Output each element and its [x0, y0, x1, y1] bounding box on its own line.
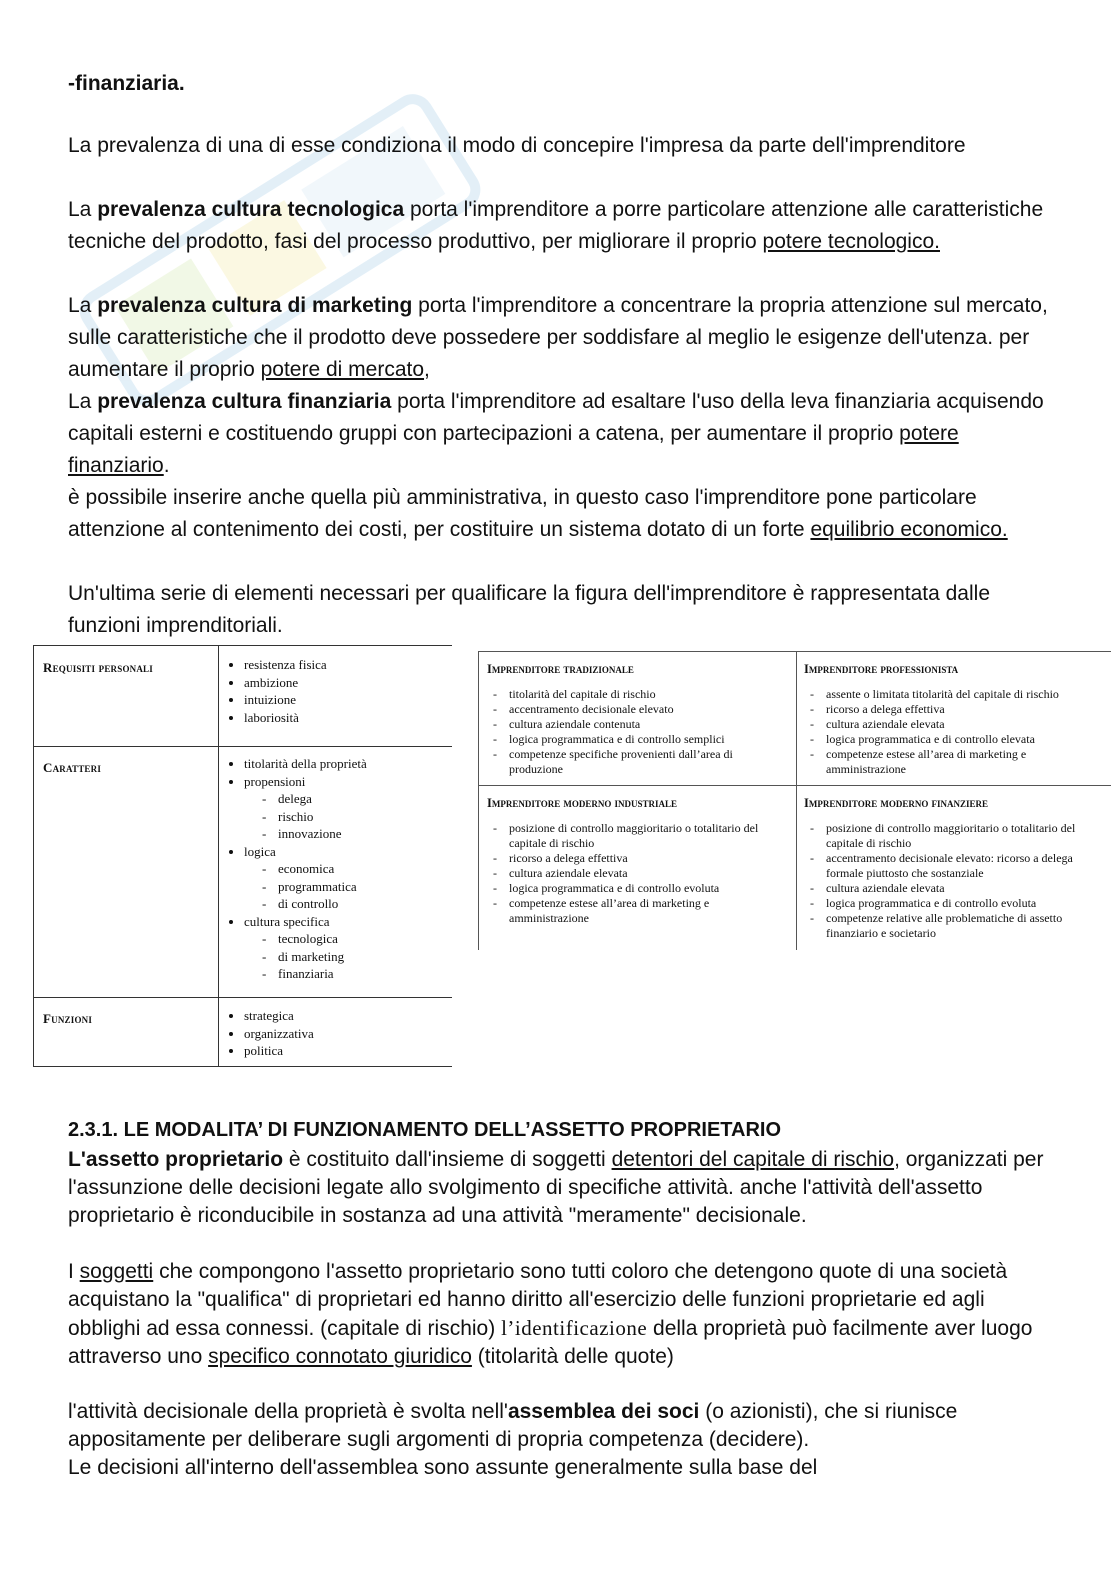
list-item: - programmatica: [278, 878, 367, 896]
list-item: - competenze relative alle problematiche di assetto finanziario e societario: [826, 911, 1104, 941]
requisiti-table: [33, 645, 452, 1067]
list-item: - innovazione: [278, 825, 367, 843]
list-item: - titolarità del capitale di rischio: [509, 687, 787, 702]
list-item: - ricorso a delega effettiva: [826, 702, 1104, 717]
list-item: - finanziaria: [278, 965, 367, 983]
list-item: - accentramento decisionale elevato: [509, 702, 787, 717]
list-item: - cultura aziendale elevata: [509, 866, 787, 881]
cell-moderno-finanziere: [804, 796, 1104, 941]
list-item: • resistenza fisica: [244, 656, 327, 674]
list-item: - rischio: [278, 808, 367, 826]
label-funzioni: Funzioni: [43, 1011, 93, 1026]
list-item: • ambizione: [244, 674, 327, 692]
cell-title: Imprenditore tradizionale: [487, 662, 634, 676]
list-item: - di marketing: [278, 948, 367, 966]
list-item: • strategica: [244, 1007, 314, 1025]
list-item: - di controllo: [278, 895, 367, 913]
list-item: - logica programmatica e di controllo elevata: [826, 732, 1104, 747]
cell-title: Imprenditore moderno industriale: [487, 796, 677, 810]
list-item: • logica - economica - programmatica - di controllo: [244, 843, 367, 913]
paragraph-cultura-tecnologica: La prevalenza cultura tecnologica porta l'imprenditore a porre particolare attenzione alle caratteristiche tecniche del prodotto, fasi del processo produttivo, per migliorare il proprio potere tecnologico.: [68, 198, 1044, 253]
paragraph-decisioni: Le decisioni all'interno dell'assemblea sono assunte generalmente sulla base del: [68, 1456, 818, 1479]
cell-moderno-industriale: [487, 796, 787, 926]
list-item: - posizione di controllo maggioritario o totalitario del capitale di rischio: [826, 821, 1104, 851]
list-professionista: [804, 687, 1104, 777]
section-heading: 2.3.1. LE MODALITA’ DI FUNZIONAMENTO DELL’ASSETTO PROPRIETARIO: [68, 1119, 782, 1141]
list-item: - logica programmatica e di controllo semplici: [509, 732, 787, 747]
list-tradizionale: [487, 687, 787, 777]
list-item: - competenze specifiche provenienti dall’area di produzione: [509, 747, 787, 777]
list-item: • propensioni - delega - rischio - innovazione: [244, 773, 367, 843]
paragraph-cultura-marketing: La prevalenza cultura di marketing porta l'imprenditore a concentrare la propria attenzione sul mercato, sulle caratteristiche che il prodotto deve possedere per soddisfare al meglio le esigenze dell'utenza. per aumentare il proprio potere di mercato,: [68, 294, 1048, 381]
list-item: - cultura aziendale contenuta: [509, 717, 787, 732]
list-item: - logica programmatica e di controllo evoluta: [826, 896, 1104, 911]
paragraph-amministrativa: è possibile inserire anche quella più amministrativa, in questo caso l'imprenditore pone particolare attenzione al contenimento dei costi, per costituire un sistema dotato di un forte equilibrio economico.: [68, 486, 1008, 541]
list-item: - competenze estese all’area di marketing e amministrazione: [509, 896, 787, 926]
list-item: - delega: [278, 790, 367, 808]
paragraph-prevalenza: La prevalenza di una di esse condiziona il modo di concepire l'impresa da parte dell'imprenditore: [68, 134, 966, 157]
paragraph-cultura-finanziaria: La prevalenza cultura finanziaria porta l'imprenditore ad esaltare l'uso della leva finanziaria acquisendo capitali esterni e costituendo gruppi con partecipazioni a catena, per aumentare il proprio potere finanziario.: [68, 390, 1044, 477]
list-item: • intuizione: [244, 691, 327, 709]
paragraph-assetto: L'assetto proprietario è costituito dall'insieme di soggetti detentori del capitale di rischio, organizzati per l'assunzione delle decisioni legate allo svolgimento di specifiche attività. anche l'attività dell'assetto proprietario è riconducibile in sostanza ad una attività "meramente" decisionale.: [68, 1148, 1044, 1227]
list-moderno-industriale: [487, 821, 787, 926]
label-requisiti: Requisiti personali: [43, 660, 153, 675]
list-funzioni: [220, 1007, 314, 1060]
paragraph-assemblea: l'attività decisionale della proprietà è svolta nell'assemblea dei soci (o azionisti), che si riunisce appositamente per deliberare sugli argomenti di propria competenza (decidere).: [68, 1400, 958, 1451]
list-item: - assente o limitata titolarità del capitale di rischio: [826, 687, 1104, 702]
cell-professionista: [804, 662, 1104, 777]
list-item: - accentramento decisionale elevato: ricorso a delega formale piuttosto che sostanziale: [826, 851, 1104, 881]
list-item: - cultura aziendale elevata: [826, 881, 1104, 896]
list-item: - posizione di controllo maggioritario o totalitario del capitale di rischio: [509, 821, 787, 851]
list-item: - tecnologica: [278, 930, 367, 948]
label-caratteri: Caratteri: [43, 760, 102, 775]
list-item: • organizzativa: [244, 1025, 314, 1043]
list-item: - competenze estese all’area di marketing e amministrazione: [826, 747, 1104, 777]
imprenditore-table: [478, 651, 1111, 950]
top-heading: -finanziaria.: [68, 72, 185, 95]
list-item: - economica: [278, 860, 367, 878]
list-requisiti: [220, 656, 327, 726]
list-caratteri: [220, 755, 367, 983]
list-item: - logica programmatica e di controllo evoluta: [509, 881, 787, 896]
list-item: - ricorso a delega effettiva: [509, 851, 787, 866]
list-item: - cultura aziendale elevata: [826, 717, 1104, 732]
list-item: • titolarità della proprietà: [244, 755, 367, 773]
list-item: • politica: [244, 1042, 314, 1060]
paragraph-soggetti: I soggetti che compongono l'assetto proprietario sono tutti coloro che detengono quote di una società acquistano la "qualifica" di proprietari ed hanno diritto all'esercizio delle funzioni proprietarie ed agli obblighi ad essa connessi. (capitale di rischio) l’identificazione della proprietà può facilmente aver luogo attraverso uno specifico connotato giuridico (titolarità delle quote): [68, 1260, 1033, 1368]
paragraph-funzioni: Un'ultima serie di elementi necessari per qualificare la figura dell'imprenditore è rappresentata dalle funzioni imprenditoriali.: [68, 582, 991, 637]
cell-title: Imprenditore professionista: [804, 662, 959, 676]
list-item: • laboriosità: [244, 709, 327, 727]
cell-title: Imprenditore moderno finanziere: [804, 796, 988, 810]
cell-tradizionale: [487, 662, 787, 777]
list-moderno-finanziere: [804, 821, 1104, 941]
list-item: • cultura specifica - tecnologica - di marketing - finanziaria: [244, 913, 367, 983]
